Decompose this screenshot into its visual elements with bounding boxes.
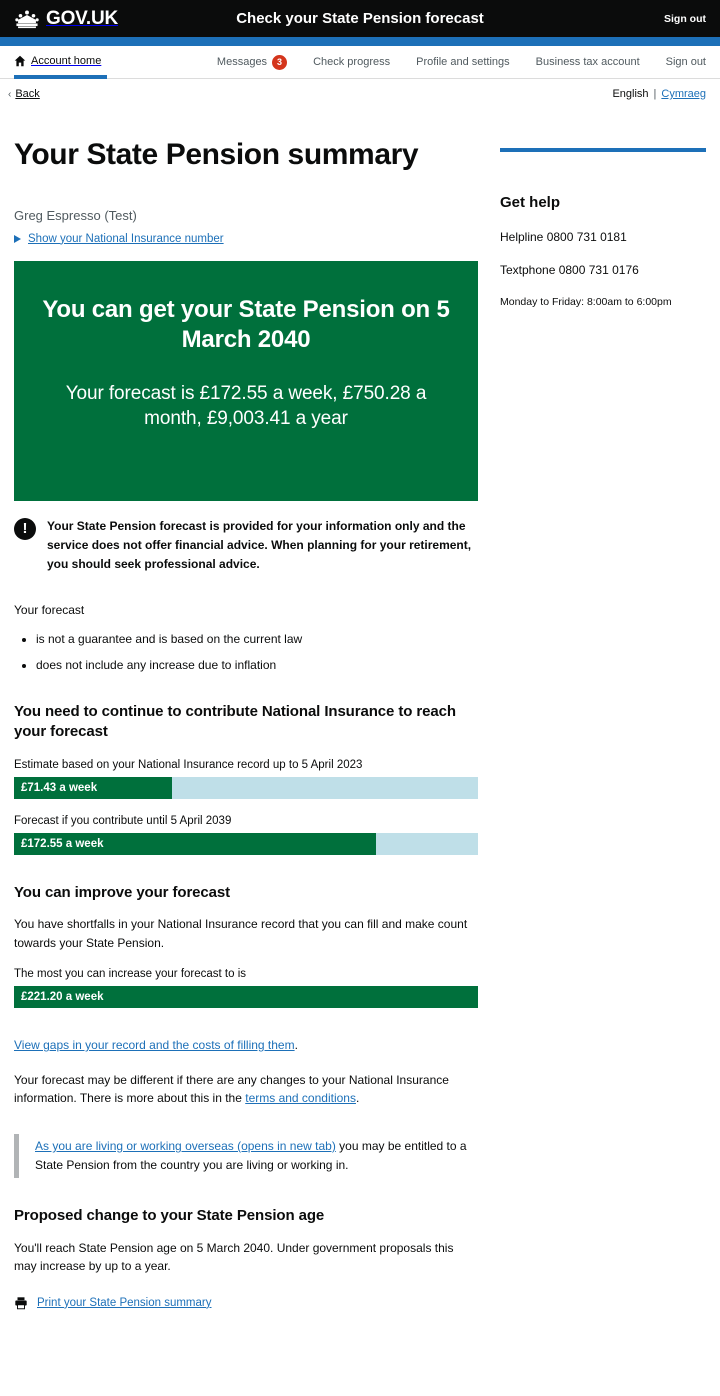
progress-bar-max — [14, 986, 478, 1008]
improve-text: You have shortfalls in your National Insurance record that you can fill and make count towards your State Pension. — [14, 916, 468, 950]
terms-and-conditions-link[interactable]: terms and conditions — [245, 1091, 356, 1106]
nav-item-messages[interactable] — [217, 55, 287, 70]
forecast-warning — [14, 517, 478, 574]
print-summary-link[interactable]: Print your State Pension summary — [37, 1296, 212, 1309]
progress-bar-max-fill — [14, 986, 478, 1008]
forecast-panel-amounts: Your forecast is £172.55 a week, £750.28 a month, £9,003.41 a year — [65, 382, 427, 430]
ni-number-disclosure-label[interactable]: Show your National Insurance number — [28, 232, 224, 245]
progress-bar-estimate-value: £71.43 a week — [21, 781, 98, 794]
language-welsh-link[interactable]: Cymraeg — [661, 88, 706, 100]
changes-text-after: . — [355, 1091, 360, 1106]
account-nav-links — [217, 46, 706, 78]
changes-text-before: Your forecast may be different if there are any changes to your National Insurance information. There is more about this in the — [14, 1072, 449, 1106]
ni-number-disclosure[interactable] — [14, 233, 478, 245]
gaps-link-suffix: . — [294, 1038, 298, 1053]
page-title: Your State Pension summary — [14, 138, 419, 171]
progress-bar-forecast — [14, 833, 478, 855]
govuk-brand-link[interactable] — [14, 8, 118, 30]
progress-bar-forecast-value: £172.55 a week — [21, 837, 104, 850]
nav-item-account-home-label: Account home — [31, 54, 102, 67]
messages-badge: 3 — [272, 55, 287, 70]
sidebar — [478, 100, 706, 1310]
contribute-heading: You need to continue to contribute National Insurance to reach your forecast — [14, 703, 456, 741]
main-column — [14, 100, 478, 1310]
language-separator: | — [653, 88, 657, 100]
list-item: • is not a guarantee and is based on the current law — [36, 630, 478, 649]
account-nav — [0, 46, 720, 79]
overseas-inset — [14, 1134, 478, 1178]
forecast-intro: Your forecast — [14, 603, 85, 618]
nav-item-account-home[interactable] — [14, 46, 107, 79]
changes-paragraph — [14, 1071, 478, 1108]
progress-bar-estimate — [14, 777, 478, 799]
nav-item-messages-label: Messages — [216, 56, 268, 68]
proposed-change-text: You'll reach State Pension age on 5 March 2040. Under government proposals this may increase by up to a year. — [14, 1240, 454, 1274]
progress-bar-max-value: £221.20 a week — [21, 991, 104, 1004]
progress-bar-forecast-fill — [14, 833, 376, 855]
forecast-warning-text: Your State Pension forecast is provided for your information only and the service does not offer financial advice. When planning for your retirement, you should seek professional advice. — [47, 518, 472, 571]
chevron-left-icon: ‹ — [8, 88, 12, 100]
govuk-header — [0, 0, 720, 37]
language-current: English — [612, 88, 649, 100]
subnav-row — [0, 79, 720, 100]
overseas-text: you may be entitled to a State Pension from the country you are living or working in. — [35, 1138, 467, 1173]
gaps-link-row — [14, 1036, 478, 1055]
overseas-paragraph — [35, 1137, 478, 1175]
blue-band — [0, 37, 720, 46]
nav-item-sign-out[interactable]: Sign out — [665, 56, 706, 68]
language-switcher — [612, 88, 706, 100]
service-name: Check your State Pension forecast — [236, 10, 484, 27]
print-summary-row[interactable] — [14, 1296, 478, 1310]
bar-label-estimate: Estimate based on your National Insurance record up to 5 April 2023 — [14, 758, 363, 771]
exclamation-icon: ! — [14, 518, 36, 540]
chevron-right-icon — [14, 235, 21, 243]
forecast-bullet-list — [14, 630, 478, 674]
person-name: Greg Espresso (Test) — [14, 207, 137, 223]
improve-heading: You can improve your forecast — [14, 883, 231, 901]
view-gaps-link[interactable]: View gaps in your record and the costs of filling them — [14, 1038, 295, 1053]
overseas-link[interactable]: As you are living or working overseas (opens in new tab) — [35, 1138, 336, 1153]
forecast-panel-heading: You can get your State Pension on 5 March 2040 — [42, 295, 450, 353]
nav-item-profile-and-settings[interactable]: Profile and settings — [416, 56, 510, 68]
sidebar-textphone: Textphone 0800 731 0176 — [500, 263, 639, 277]
back-link[interactable] — [8, 88, 40, 100]
list-item: • does not include any increase due to inflation — [36, 656, 478, 675]
progress-bar-estimate-fill — [14, 777, 172, 799]
crown-icon — [14, 9, 40, 29]
sidebar-helpline: Helpline 0800 731 0181 — [500, 230, 627, 244]
nav-item-business-tax-account[interactable]: Business tax account — [535, 56, 640, 68]
sidebar-rule — [500, 148, 706, 152]
page-body — [0, 100, 720, 1310]
back-link-label: Back — [15, 88, 40, 100]
forecast-panel — [14, 261, 478, 501]
home-icon — [14, 55, 26, 67]
max-increase-label: The most you can increase your forecast to is — [14, 968, 247, 981]
header-sign-out-link[interactable]: Sign out — [664, 12, 706, 25]
nav-item-check-progress[interactable]: Check progress — [313, 56, 391, 68]
printer-icon — [14, 1296, 28, 1310]
sidebar-opening-hours: Monday to Friday: 8:00am to 6:00pm — [500, 296, 672, 308]
bar-label-forecast: Forecast if you contribute until 5 April 2039 — [14, 814, 232, 827]
sidebar-heading: Get help — [500, 194, 561, 211]
proposed-change-heading: Proposed change to your State Pension age — [14, 1207, 325, 1225]
govuk-brand-text: GOV.UK — [46, 7, 119, 29]
